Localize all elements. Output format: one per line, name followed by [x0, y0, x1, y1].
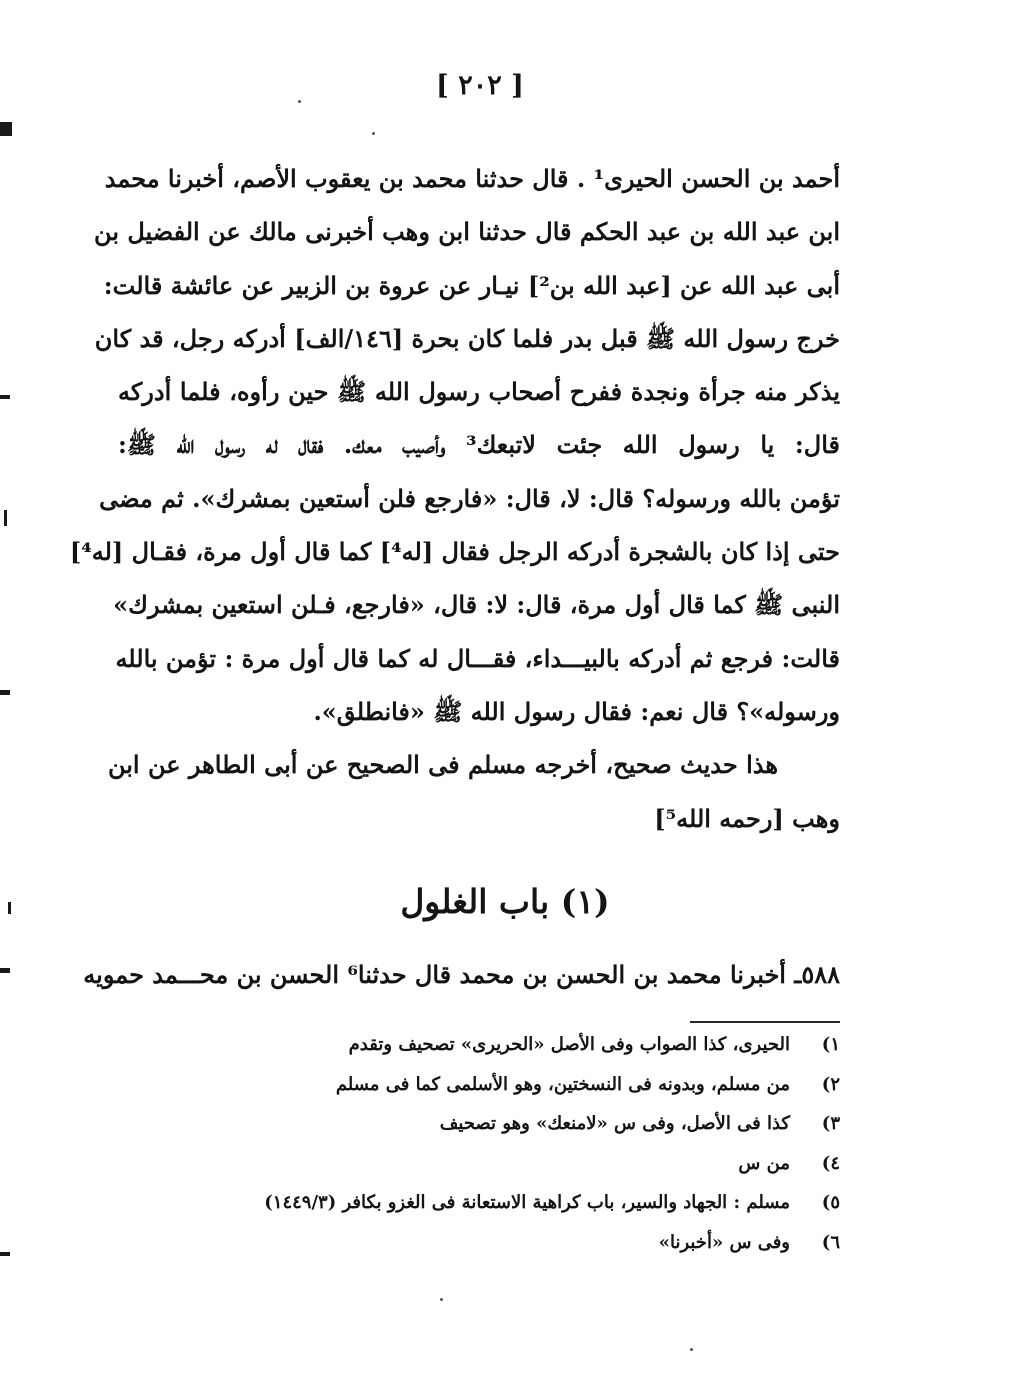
scan-speck [440, 1298, 443, 1301]
text-line: حتى إذا كان بالشجرة أدركه الرجل فقال [له⁴] كما قال أول مرة، فقـال [له⁴] [69, 537, 840, 567]
footnote [150, 1065, 840, 1105]
text-line: قال: يا رسول الله جئت لاتبعك³ وأصيب معك. فقال له رسول الله ﷺ: [118, 430, 840, 460]
commentary-line: هذا حديث صحيح، أخرجه مسلم فى الصحيح عن أبى الطاهر عن ابن [107, 750, 778, 780]
scan-artifact [0, 1252, 10, 1256]
scan-artifact [0, 968, 10, 973]
footnote-text: الحيرى، كذا الصواب وفى الأصل «الحريرى» تصحيف وتقدم [348, 1034, 790, 1055]
footnote [150, 1025, 840, 1065]
footnote-text: وفى س «أخبرنا» [658, 1231, 790, 1253]
footnote [150, 1144, 840, 1184]
scan-speck [372, 132, 375, 135]
footnote-text: من مسلم، وبدونه فى النسختين، وهو الأسلمى كما فى مسلم [335, 1073, 790, 1095]
footnote-text: من س [738, 1152, 790, 1174]
scan-speck [690, 1348, 693, 1351]
commentary-line: وهب [رحمه الله⁵] [654, 803, 840, 833]
text-line: أبى عبد الله عن [عبد الله بن²] نيـار عن عروة بن الزبير عن عائشة قالت: [103, 270, 840, 300]
scan-artifact [0, 122, 12, 136]
page-number: [ ٢٠٢ ] [436, 70, 524, 101]
scan-artifact [4, 510, 7, 526]
text-line: ورسوله»؟ قال نعم: فقال رسول الله ﷺ «فانطلق». [313, 696, 840, 726]
footnote-number: ٢) [821, 1073, 840, 1095]
text-line: قالت: فرجع ثم أدركه بالبيـــداء، فقـــال له كما قال أول مرة : تؤمن بالله [115, 643, 840, 673]
footnotes [150, 1025, 840, 1263]
footnote-number: ٦) [821, 1231, 840, 1253]
text-line: يذكر منه جرأة ونجدة ففرح أصحاب رسول الله ﷺ حين رأوه، فلما أدركه [118, 377, 840, 407]
footnote-number: ٥) [821, 1192, 840, 1214]
text-line: أحمد بن الحسن الحيرى¹ . قال حدثنا محمد بن يعقوب الأصم، أخبرنا محمد [104, 164, 840, 193]
footnote-number: ١) [821, 1034, 840, 1055]
section-heading: (١) باب الغلول [400, 882, 610, 921]
hadith-body [69, 152, 840, 845]
text-line: النبى ﷺ كما قال أول مرة، قال: لا: قال، «فارجع، فـلن استعين بمشرك» [113, 590, 840, 620]
footnote [150, 1183, 840, 1223]
hadith-588-opening: ٥٨٨ـ أخبرنا محمد بن الحسن بن محمد قال حدثنا⁶ الحسن بن محـــمد حمويه [83, 960, 840, 989]
text-line: ابن عبد الله بن عبد الحكم قال حدثنا ابن وهب أخبرنى مالك عن الفضيل بن [94, 217, 840, 247]
footnote-text: كذا فى الأصل، وفى س «لامنعك» وهو تصحيف [439, 1113, 790, 1135]
footnote-number: ٤) [821, 1152, 840, 1174]
footnote [150, 1104, 840, 1144]
footnote-divider [690, 1021, 840, 1023]
footnote-number: ٣) [821, 1113, 840, 1135]
text-line: تؤمن بالله ورسوله؟ قال: لا، قال: «فارجع فلن أستعين بمشرك». ثم مضى [99, 483, 840, 513]
footnote-text: مسلم : الجهاد والسير، باب كراهية الاستعانة فى الغزو بكافر (١٤٤٩/٣) [264, 1192, 790, 1214]
scan-artifact [0, 690, 10, 695]
text-line: خرج رسول الله ﷺ قبل بدر فلما كان بحرة [١٤٦/الف] أدركه رجل، قد كان [94, 323, 840, 353]
footnote [150, 1223, 840, 1263]
scan-artifact [0, 395, 10, 399]
